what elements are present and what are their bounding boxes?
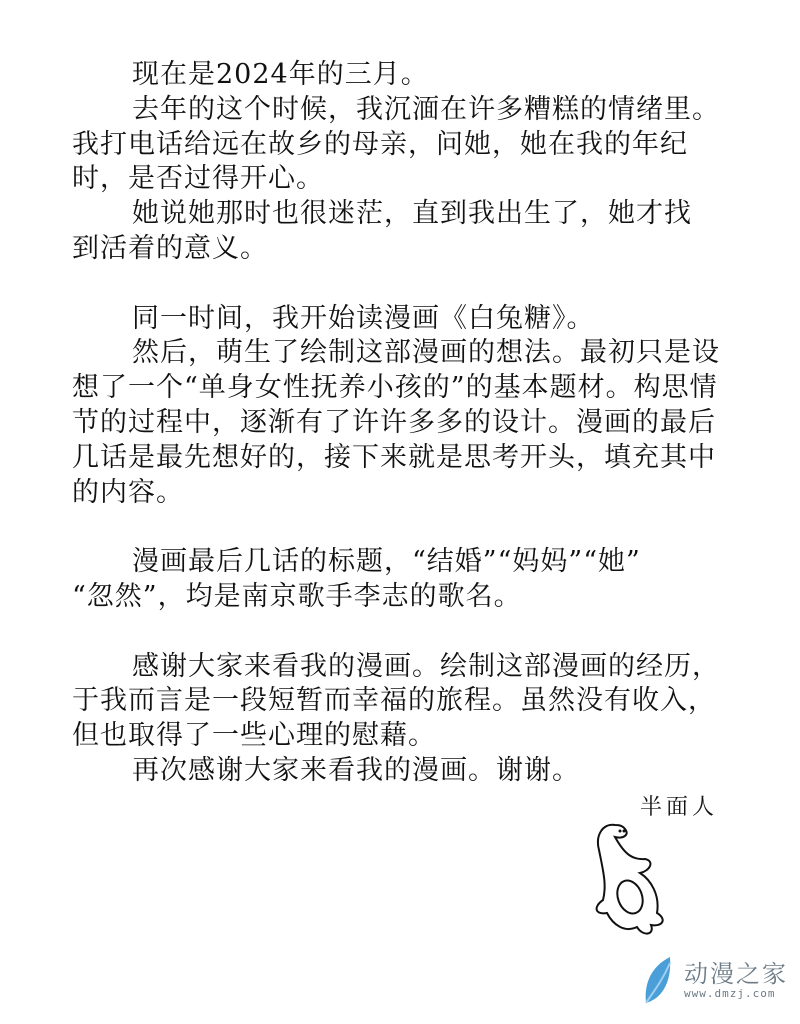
text-line: 几话是最先想好的，接下来就是思考开头，填充其中: [72, 441, 716, 473]
text-line: 漫画最后几话的标题，“结婚”“妈妈”“她”: [132, 546, 641, 578]
text-line: 时，是否过得开心。: [72, 163, 324, 195]
text-line: 我打电话给远在故乡的母亲，问她，她在我的年纪: [72, 128, 688, 160]
text-line: 同一时间，我开始读漫画《白兔糖》。: [132, 302, 595, 334]
text-line: 感谢大家来看我的漫画。绘制这部漫画的经历，: [132, 650, 720, 682]
text-line: 然后，萌生了绘制这部漫画的想法。最初只是设: [132, 337, 720, 369]
text-line: 她说她那时也很迷茫，直到我出生了，她才找: [132, 198, 692, 230]
text-line: 再次感谢大家来看我的漫画。谢谢。: [132, 754, 580, 786]
watermark-url: www.dmzj.com: [684, 986, 776, 1000]
dinosaur-doodle-icon: [585, 815, 685, 945]
feather-logo-icon: [640, 955, 676, 1005]
text-line: 去年的这个时候，我沉湎在许多糟糕的情绪里。: [132, 93, 720, 125]
dmzj-watermark: [640, 955, 788, 1005]
watermark-name: 动漫之家: [684, 959, 788, 988]
afterword-text: [72, 58, 752, 789]
blank-line: [72, 267, 752, 302]
blank-line: [72, 615, 752, 650]
text-line: “忽然”，均是南京歌手李志的歌名。: [72, 580, 522, 612]
text-line: 想了一个“单身女性抚养小孩的”的基本题材。构思情: [72, 372, 718, 404]
blank-line: [72, 510, 752, 545]
text-line: 现在是2024年的三月。: [132, 59, 429, 90]
text-line: 但也取得了一些心理的慰藉。: [72, 720, 436, 752]
text-line: 节的过程中，逐渐有了许许多多的设计。漫画的最后: [72, 406, 716, 438]
text-line: 于我而言是一段短暂而幸福的旅程。虽然没有收入，: [72, 685, 716, 717]
text-line: 的内容。: [72, 476, 184, 508]
author-signature: 半面人: [640, 795, 719, 820]
text-line: 到活着的意义。: [72, 232, 268, 264]
